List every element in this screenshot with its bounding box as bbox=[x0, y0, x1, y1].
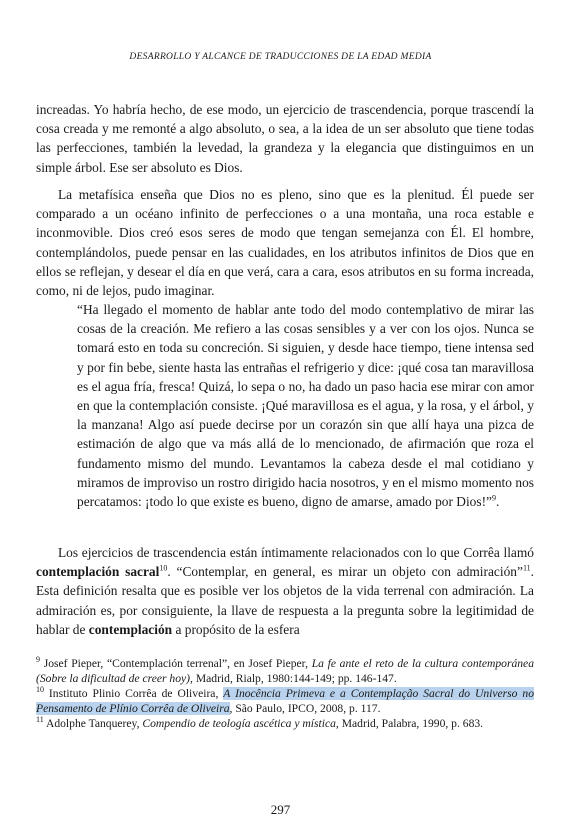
block-quote bbox=[77, 300, 534, 511]
footnote-number: 10 bbox=[36, 685, 44, 695]
bold-term-contemplacion: contemplación bbox=[88, 621, 173, 637]
paragraph-text: La metafísica enseña que Dios no es pleno, sino que es la plenitud. Él puede ser comparado a un océano infinito de perfecciones o a una montaña, una roca estable e inconmovible. Dios creó esos seres de modo que tengan semejanza con Él. El hombre, contemplándolos, puede pensar en las cualidades, en los atributos infinitos de Dios que en ellos se reflejan, y desear el día en que verá, cara a cara, esos atributos en su forma increada, como, ni de lejos, pudo imaginar. bbox=[36, 187, 534, 299]
footnote-text: Josef Pieper, “Contemplación terrenal”, en Josef Pieper, bbox=[40, 657, 312, 670]
footnote-10 bbox=[36, 686, 534, 716]
footnote-text: Adolphe Tanquerey, bbox=[43, 717, 143, 730]
footnote-text: Instituto Plinio Corrêa de Oliveira, bbox=[44, 687, 224, 700]
highlighted-footnote-title[interactable]: A Inocência Primeva e a Contemplação Sacral do Universo no Pensamento de Plínio Corrêa de Oliveira bbox=[36, 687, 534, 715]
paragraph-text bbox=[36, 543, 534, 639]
footnote-ref-9[interactable]: 9 bbox=[492, 493, 496, 503]
body-paragraph-1 bbox=[36, 100, 534, 177]
paragraph-text: increadas. Yo habría hecho, de ese modo, un ejercicio de trascendencia, porque trascendí la cosa creada y me remonté a algo absoluto, o sea, a la idea de un ser absoluto que tiene todas las perfecciones, también la levedad, la grandeza y la elegancia que distinguimos en un simple árbol. Ese ser absoluto es Dios. bbox=[36, 102, 534, 175]
footnote-text: , Madrid, Rialp, 1980:144-149; pp. 146-147. bbox=[190, 672, 397, 685]
footnote-title: La fe ante el reto de la cultura contemporánea (Sobre la dificultad de creer hoy) bbox=[36, 657, 534, 685]
para3-text-b: . “Contemplar, en general, es mirar un objeto con admiración” bbox=[167, 564, 523, 580]
para3-text-c: . Esta definición resalta que es posible ver los objetos de la vida terrenal con admiración. La admiración es, por consiguiente, la llave de respuesta a la pregunta sobre la legitimidad de hablar de bbox=[36, 564, 534, 637]
footnote-number: 9 bbox=[36, 655, 40, 665]
footnote-text: , São Paulo, IPCO, 2008, p. 117. bbox=[229, 702, 381, 715]
footnotes bbox=[36, 656, 534, 731]
footnote-ref-10[interactable]: 10 bbox=[159, 563, 168, 573]
footnote-11 bbox=[36, 716, 534, 731]
quote-text: “Ha llegado el momento de hablar ante todo del modo contemplativo de mirar las cosas de la creación. Me refiero a las cosas sensibles y a ver con los ojos. Nunca se tomará esto en toda su concreción. Si siguien, y desde hace tiempo, tiene intensa sed y por fin bebe, siente hasta las entrañas el refrigerio y dice: ¡qué cosa tan maravillosa es el agua fría, fresca! Quizá, lo sepa o no, ha dado un paso hacia ese mirar con amor en que la contemplación consiste. ¡Qué maravillosa es el agua, y la rosa, y el árbol, y la manzana! Algo así puede decirse por un corazón sin que allí haya una pizca de estimación de algo que va más allá de lo mencionado, de afirmación que roza el fundamento mismo del mundo. Levantamos la cabeza desde el mal cotidiano y miramos de improviso un rostro dirigido hacia nosotros, y en el mismo momento nos percatamos: ¡todo lo que existe es bueno, digno de amarse, amado por Dios!” bbox=[77, 302, 534, 510]
page-number: 297 bbox=[270, 802, 291, 817]
bold-term-contemplacion-sacral: contemplación sacral bbox=[36, 564, 160, 580]
quote-text-container: “Ha llegado el momento de hablar ante todo del modo contemplativo de mirar las cosas de la creación. Me refiero a las cosas sensibles y a ver con los ojos. Nunca se tomará esto en toda su concreción. Si siguien, y desde hace tiempo, tiene intensa sed y por fin bebe, siente hasta las entrañas el refrigerio y dice: ¡qué cosa tan maravillosa es el agua fría, fresca! Quizá, lo sepa o no, ha dado un paso hacia ese mirar con amor en que la contemplación consiste. ¡Qué maravillosa es el agua, y la rosa, y el árbol, y la manzana! Algo así puede decirse por un corazón sin que allí haya una pizca de estimación de algo que va más allá de lo mencionado, de afirmación que roza el fundamento mismo del mundo. Levantamos la cabeza desde el mal cotidiano y miramos de improviso un rostro dirigido hacia nosotros, y en el mismo momento nos percatamos: ¡todo lo que existe es bueno, digno de amarse, amado por Dios!”$^9$. bbox=[77, 302, 534, 510]
para3-text-d: a propósito de la esfera bbox=[172, 621, 300, 637]
footnote-number: 11 bbox=[36, 715, 44, 725]
running-header: DESARROLLO Y ALCANCE DE TRADUCCIONES DE LA EDAD MEDIA bbox=[129, 52, 432, 62]
footnote-text: , Madrid, Palabra, 1990, p. 683. bbox=[335, 717, 484, 730]
body-paragraph-2 bbox=[36, 185, 534, 300]
footnote-title: Compendio de teología ascética y mística bbox=[142, 717, 336, 730]
para3-text-a: Los ejercicios de trascendencia están íntimamente relacionados con lo que Corrêa llamó bbox=[58, 545, 534, 560]
footnote-ref-11[interactable]: 11 bbox=[522, 563, 531, 573]
body-paragraph-3 bbox=[36, 543, 534, 639]
footnote-9 bbox=[36, 656, 534, 686]
